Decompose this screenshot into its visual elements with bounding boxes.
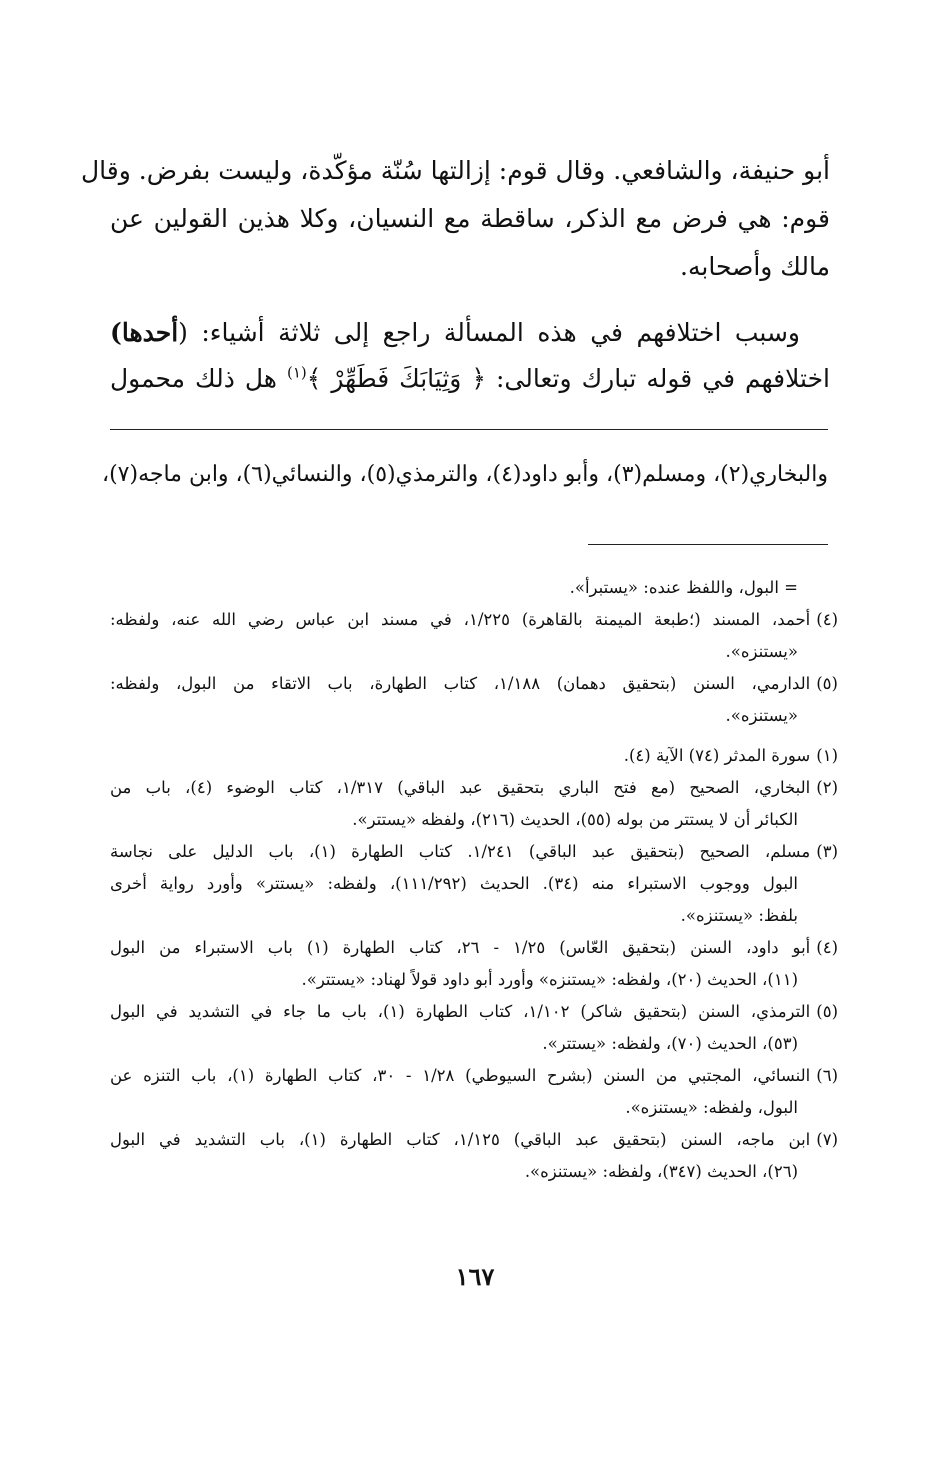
footnotes-list bbox=[110, 740, 838, 1188]
footnote-5-line1 bbox=[110, 996, 838, 1028]
body-paragraph2-line1 bbox=[110, 310, 830, 356]
footnote-short-separator bbox=[588, 544, 828, 545]
footnote-5-line2: (٥٣)، الحديث (٧٠)، ولفظه: «يستتر». bbox=[542, 1034, 798, 1053]
quran-verse: اختلافهم في قوله تبارك وتعالى: ﴿ وَثِيَابَكَ فَطَهِّرْ ﴾ bbox=[306, 364, 830, 393]
footnote-4a-line1 bbox=[110, 604, 838, 636]
body-paragraph1-line1: أبو حنيفة، والشافعي. وقال قوم: إزالتها سُنّة مؤكّدة، وليست بفرض. وقال bbox=[81, 156, 830, 185]
footnote-3-line2: البول ووجوب الاستبراء منه (٣٤). الحديث (١١١/٢٩٢)، ولفظه: «يستتر» وأورد رواية أخرى bbox=[110, 874, 798, 893]
carryover-footnotes bbox=[110, 572, 838, 732]
footnote-2-line2: الكبائر أن لا يستتر من بوله (٥٥)، الحديث (٢١٦)، ولفظه «يستتر». bbox=[352, 810, 798, 829]
footnote-ref-1: (١) bbox=[286, 363, 307, 382]
footnote-4a-number: (٤) bbox=[816, 610, 838, 629]
footnote-5a-text: الدارمي، السنن (بتحقيق دهمان) ١/١٨٨، كتاب الطهارة، باب الاتقاء من البول، ولفظه: bbox=[110, 674, 811, 693]
footnote-1 bbox=[110, 740, 838, 772]
paragraph2-bold-term: أحدها) bbox=[110, 318, 179, 347]
footnote-5a-number: (٥) bbox=[816, 674, 838, 693]
footnote-7-text: ابن ماجه، السنن (بتحقيق عبد الباقي) ١/١٢٥، كتاب الطهارة (١)، باب التشديد في البول bbox=[110, 1130, 811, 1149]
footnote-2-number: (٢) bbox=[816, 778, 838, 797]
footnote-3-line1 bbox=[110, 836, 838, 868]
footnote-4a-text: أحمد، المسند (؛طبعة الميمنة بالقاهرة) ١/٢٢٥، في مسند ابن عباس رضي الله عنه، ولفظه: bbox=[110, 610, 811, 629]
footnote-4-line1 bbox=[110, 932, 838, 964]
footnote-6-number: (٦) bbox=[816, 1066, 838, 1085]
paragraph2-text: وسبب اختلافهم في هذه المسألة راجع إلى ثلاثة أشياء: ( bbox=[178, 318, 800, 347]
footnote-4a-line2: «يستنزه». bbox=[725, 642, 798, 661]
footnote-5-text: الترمذي، السنن (بتحقيق شاكر) ١/١٠٢، كتاب الطهارة (١)، باب ما جاء في التشديد في البول bbox=[110, 1002, 811, 1021]
body-paragraph1-line3: مالك وأصحابه. bbox=[680, 252, 830, 281]
footnote-3-text: مسلم، الصحيح (بتحقيق عبد الباقي) ١/٢٤١. كتاب الطهارة (١)، باب الدليل على نجاسة bbox=[110, 842, 811, 861]
footnote-6-line2: البول، ولفظه: «يستنزه». bbox=[625, 1098, 798, 1117]
footnote-7-line2: (٢٦)، الحديث (٣٤٧)، ولفظه: «يستنزه». bbox=[524, 1162, 798, 1181]
paragraph2-continuation: هل ذلك محمول bbox=[110, 364, 287, 393]
footnote-7-number: (٧) bbox=[816, 1130, 838, 1149]
footnote-2-text: البخاري، الصحيح (مع فتح الباري بتحقيق عبد الباقي) ١/٣١٧، كتاب الوضوء (٤)، باب من bbox=[110, 778, 811, 797]
footnote-7-line1 bbox=[110, 1124, 838, 1156]
footnote-2-line1 bbox=[110, 772, 838, 804]
footnote-3-number: (٣) bbox=[816, 842, 838, 861]
footnote-4-line2: (١١)، الحديث (٢٠)، ولفظه: «يستنزه» وأورد أبو داود قولاً لهناد: «يستتر». bbox=[301, 970, 798, 989]
footnote-6-text: النسائي، المجتبي من السنن (بشرح السيوطي) ١/٢٨ - ٣٠، كتاب الطهارة (١)، باب التنزه عن bbox=[110, 1066, 811, 1085]
footnote-4-text: أبو داود، السنن (بتحقيق العّاس) ١/٢٥ - ٢٦، كتاب الطهارة (١) باب الاستبراء من البول bbox=[110, 938, 811, 957]
footnote-separator bbox=[110, 429, 828, 430]
page-number: ١٦٧ bbox=[455, 1262, 495, 1291]
footnote-1-text: سورة المدثر (٧٤) الآية (٤). bbox=[623, 746, 811, 765]
footnote-6-line1 bbox=[110, 1060, 838, 1092]
footnote-4-number: (٤) bbox=[816, 938, 839, 957]
footnote-5-number: (٥) bbox=[816, 1002, 838, 1021]
footnote-3-line3: بلفظ: «يستنزه». bbox=[680, 906, 798, 925]
footnote-5a-line1 bbox=[110, 668, 838, 700]
body-paragraph1-line2: قوم: هي فرض مع الذكر، ساقطة مع النسيان، وكلا هذين القولين عن bbox=[110, 204, 830, 233]
footnote-continuation: = البول، واللفظ عنده: «يستبرأ». bbox=[569, 578, 798, 597]
footnote-1-number: (١) bbox=[816, 746, 838, 765]
main-note: والبخاري(٢)، ومسلم(٣)، وأبو داود(٤)، والترمذي(٥)، والنسائي(٦)، وابن ماجه(٧)، bbox=[101, 462, 828, 487]
footnote-5a-line2: «يستنزه». bbox=[725, 706, 798, 725]
body-paragraph2-line2 bbox=[110, 356, 830, 402]
